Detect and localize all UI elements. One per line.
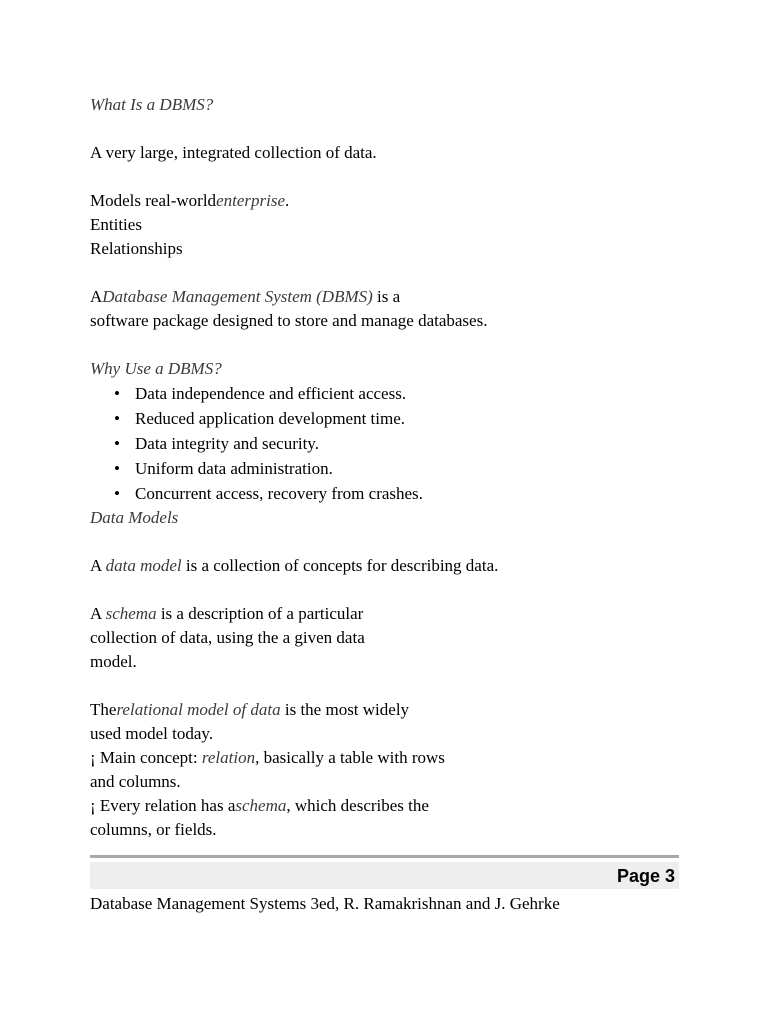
models-emphasis: enterprise [216, 191, 285, 210]
footer-band [90, 862, 679, 889]
paragraph-dbms-definition [90, 285, 680, 309]
every-prefix: ¡ Every relation has a [90, 796, 236, 815]
paragraph-data-model [90, 554, 680, 578]
document-body [90, 93, 680, 842]
list-item-text: Concurrent access, recovery from crashes. [135, 484, 423, 503]
bullet-icon: • [114, 409, 120, 428]
schema-suffix: is a description of a particular [156, 604, 364, 623]
list-item [90, 431, 680, 456]
spacer [90, 578, 680, 602]
paragraph-relational-model [90, 698, 680, 722]
concept-emphasis: relation [201, 748, 256, 767]
spacer [90, 674, 680, 698]
dm-prefix: A [90, 556, 106, 575]
paragraph-every-relation [90, 794, 680, 818]
line-relationships: Relationships [90, 239, 183, 258]
rel-prefix: The [90, 700, 117, 719]
def-prefix: A [90, 287, 103, 306]
spacer [90, 165, 680, 189]
spacer [90, 117, 680, 141]
heading-data-models: Data Models [90, 508, 179, 527]
dm-emphasis: data model [105, 556, 182, 575]
bullet-icon: • [114, 484, 120, 503]
bullet-list [90, 381, 680, 506]
bullet-icon: • [114, 384, 120, 403]
paragraph-every-relation-line2: columns, or fields. [90, 820, 217, 839]
concept-prefix: ¡ Main concept: [90, 748, 202, 767]
concept-suffix: , basically a table with rows [255, 748, 445, 767]
bullet-icon: • [114, 434, 120, 453]
paragraph-dbms-definition-line2: software package designed to store and manage databases. [90, 311, 488, 330]
list-item-text: Reduced application development time. [135, 409, 406, 428]
bullet-icon: • [114, 459, 120, 478]
paragraph-models [90, 189, 680, 213]
paragraph-collection: A very large, integrated collection of data. [90, 143, 377, 162]
paragraph-schema-line2: collection of data, using the a given data [90, 628, 365, 647]
paragraph-schema [90, 602, 680, 626]
footer-divider [90, 855, 679, 858]
heading-why-use-dbms: Why Use a DBMS? [90, 359, 222, 378]
list-item-text: Uniform data administration. [135, 459, 333, 478]
page-number: Page 3 [616, 866, 675, 886]
schema-prefix: A [90, 604, 106, 623]
heading-what-is-dbms: What Is a DBMS? [90, 95, 214, 114]
line-entities: Entities [90, 215, 142, 234]
models-prefix: Models real-world [90, 191, 217, 210]
rel-suffix: is the most widely [280, 700, 410, 719]
list-item-text: Data independence and efficient access. [135, 384, 407, 403]
list-item-text: Data integrity and security. [135, 434, 319, 453]
spacer [90, 333, 680, 357]
paragraph-main-concept [90, 746, 680, 770]
spacer [90, 261, 680, 285]
paragraph-schema-line3: model. [90, 652, 137, 671]
list-item [90, 456, 680, 481]
def-emphasis: Database Management System (DBMS) [102, 287, 373, 306]
rel-emphasis: relational model of data [116, 700, 281, 719]
list-item [90, 481, 680, 506]
list-item [90, 406, 680, 431]
def-suffix: is a [372, 287, 401, 306]
dm-suffix: is a collection of concepts for describing data. [181, 556, 499, 575]
schema-emphasis: schema [105, 604, 157, 623]
paragraph-relational-model-line2: used model today. [90, 724, 214, 743]
footer-citation: Database Management Systems 3ed, R. Ramakrishnan and J. Gehrke [90, 894, 560, 913]
list-item [90, 381, 680, 406]
every-suffix: , which describes the [286, 796, 429, 815]
spacer [90, 530, 680, 554]
paragraph-main-concept-line2: and columns. [90, 772, 181, 791]
every-emphasis: schema [235, 796, 287, 815]
models-suffix: . [285, 191, 290, 210]
